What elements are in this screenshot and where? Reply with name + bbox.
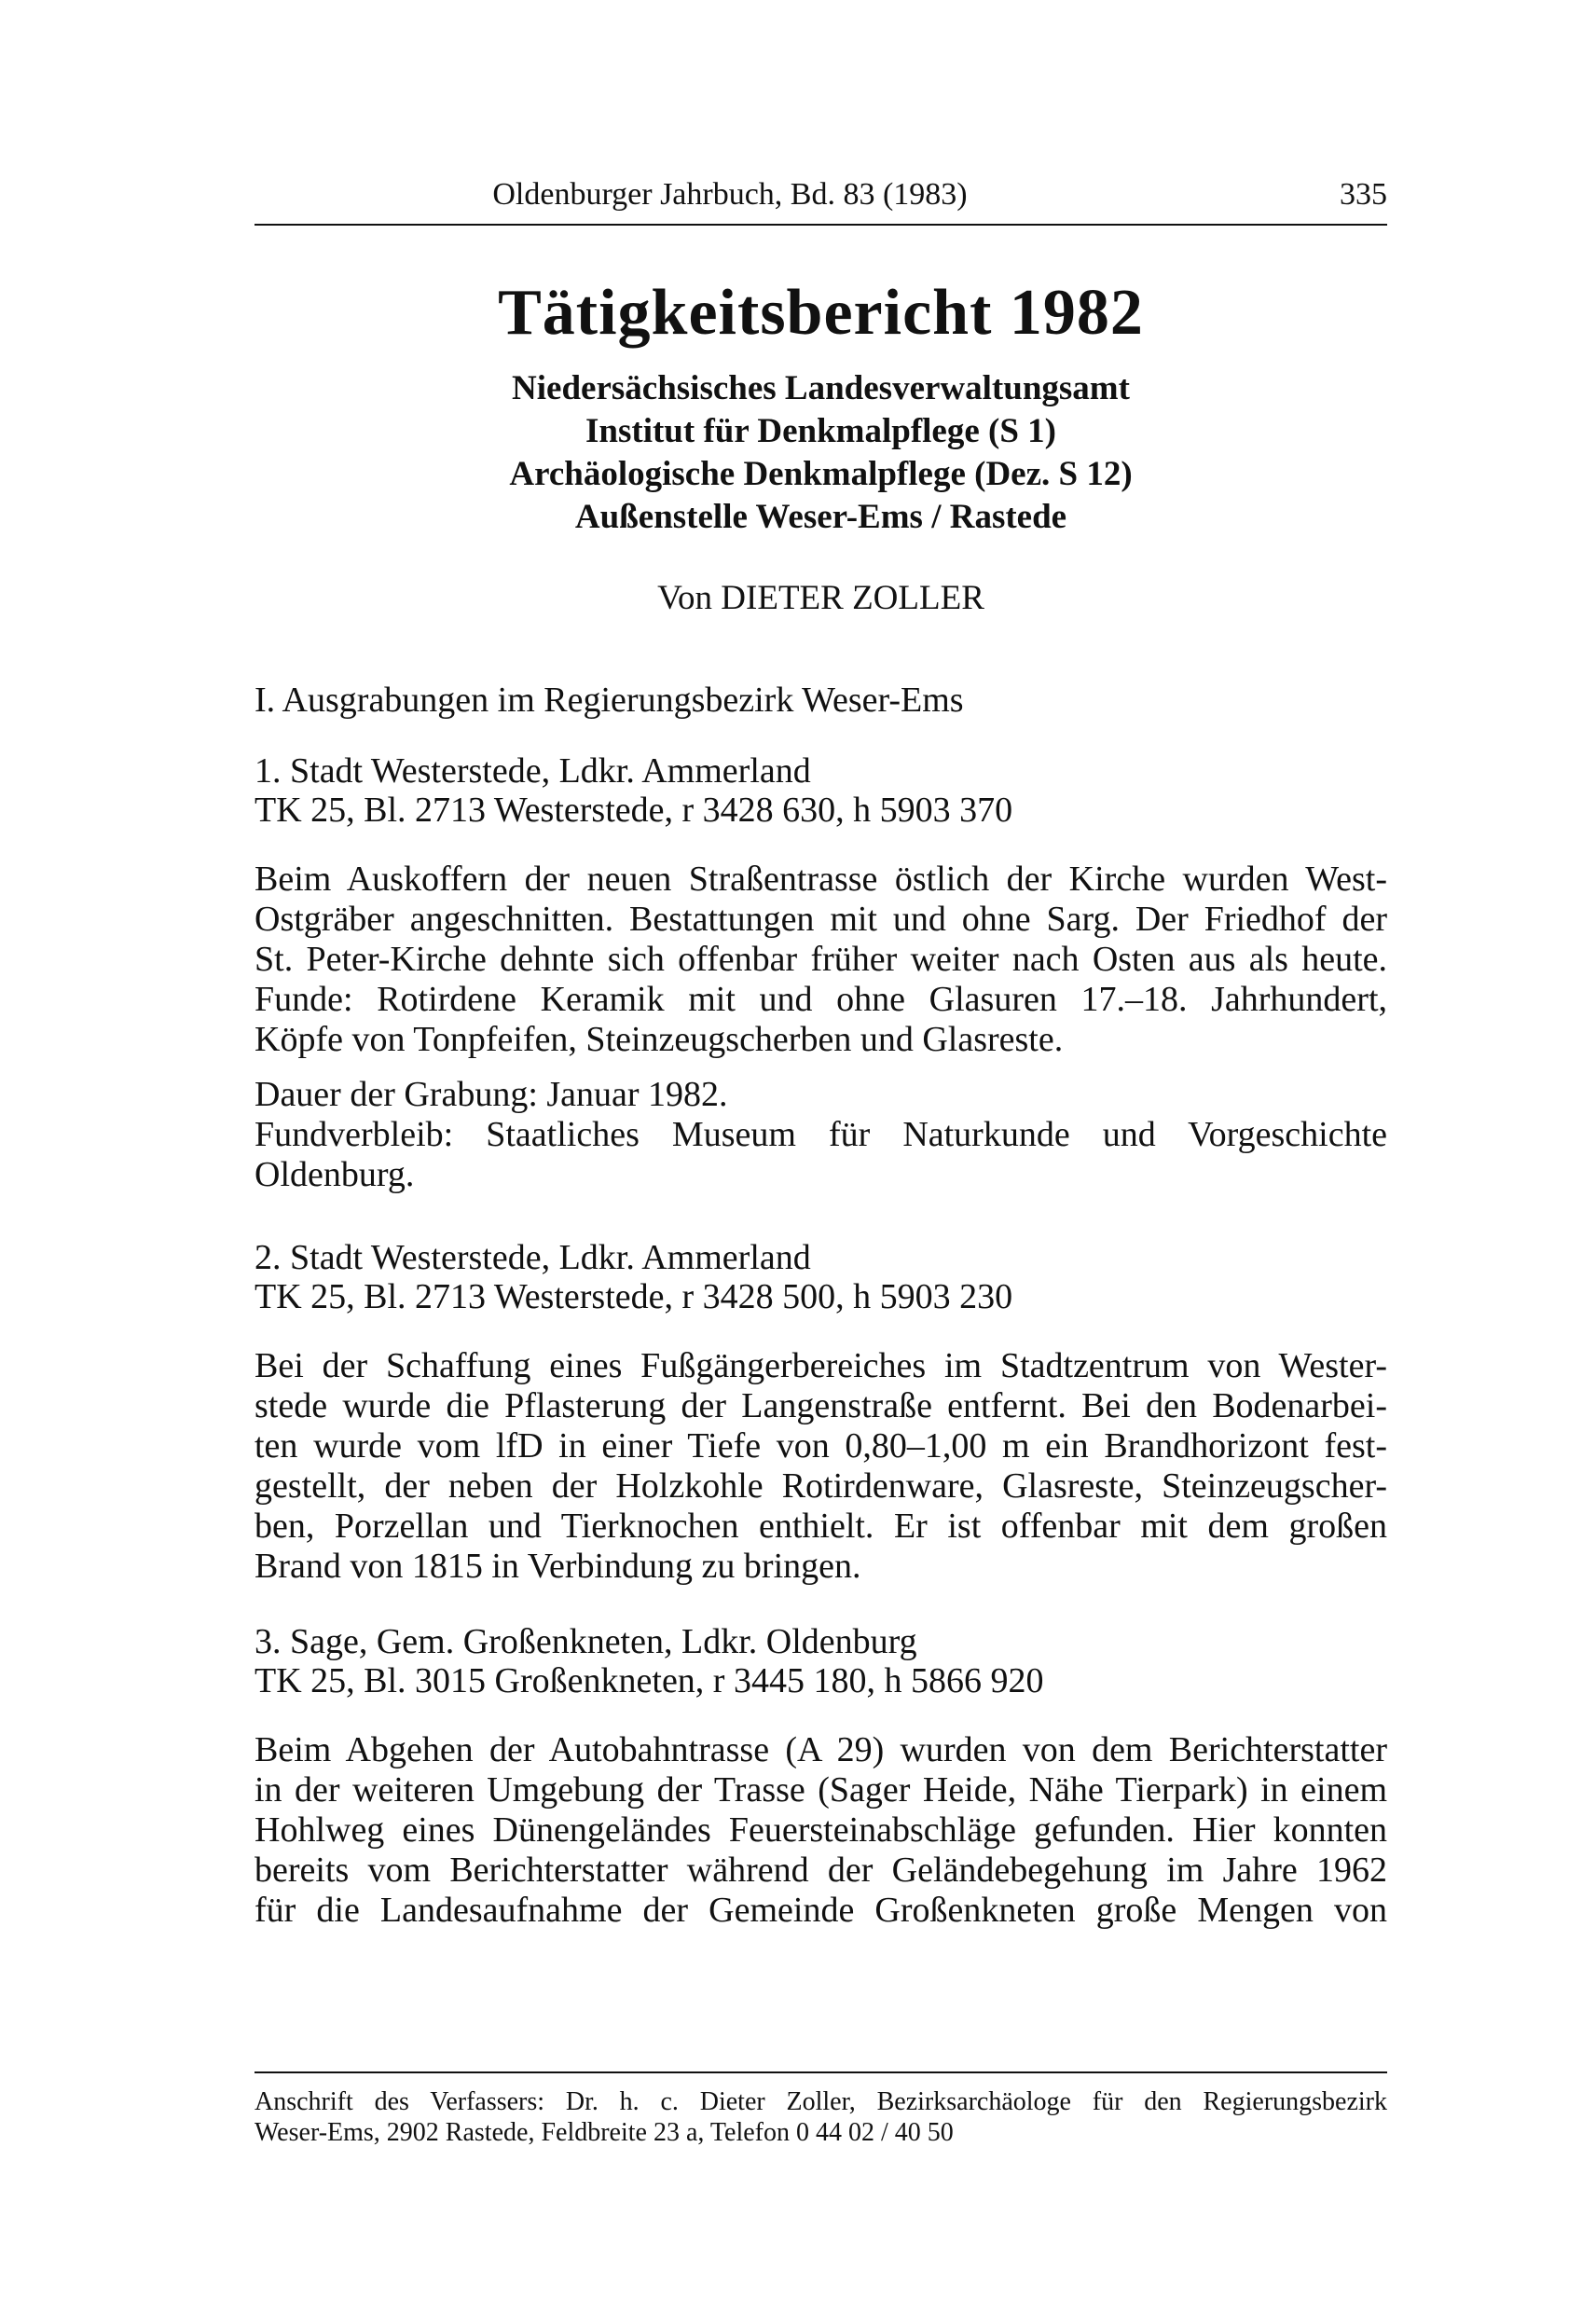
page-number: 335 [1340, 177, 1387, 212]
entry-heading-block [255, 751, 1387, 830]
find-whereabouts: Fundverbleib: Staatliches Museum für Naturkunde und Vorgeschichte [255, 1115, 1387, 1154]
excavation-duration: Dauer der Grabung: Januar 1982. [255, 1075, 728, 1114]
journal-title: Oldenburger Jahrbuch, Bd. 83 (1983) [492, 177, 968, 212]
entry-heading: 2. Stadt Westerstede, Ldkr. Ammerland [255, 1238, 811, 1277]
map-reference: TK 25, Bl. 2713 Westerstede, r 3428 500, h 5903 230 [255, 1277, 1013, 1316]
footnote-line: Weser-Ems, 2902 Rastede, Feldbreite 23 a, Telefon 0 44 02 / 40 50 [255, 2118, 954, 2147]
body-line: Beim Abgehen der Autobahntrasse (A 29) wurden von dem Berichterstatter [255, 1730, 1387, 1769]
body-line: bereits vom Berichterstatter während der Geländebegehung im Jahre 1962 [255, 1851, 1387, 1890]
entry-body [255, 1730, 1387, 1931]
running-head [255, 173, 1387, 216]
find-whereabouts: Oldenburg. [255, 1155, 415, 1194]
entry-heading: 3. Sage, Gem. Großenkneten, Ldkr. Oldenburg [255, 1622, 917, 1661]
body-line: für die Landesaufnahme der Gemeinde Großenkneten große Mengen von [255, 1891, 1387, 1930]
header-rule [255, 224, 1387, 226]
document-page [255, 0, 1387, 2312]
footnote-rule [255, 2071, 1387, 2073]
body-line: gestellt, der neben der Holzkohle Rotirdenware, Glasreste, Steinzeugscher- [255, 1466, 1387, 1506]
title-block [255, 272, 1387, 621]
body-line: St. Peter-Kirche dehnte sich offenbar früher weiter nach Osten aus als heute. [255, 940, 1387, 979]
entry-1 [255, 751, 1387, 1195]
map-reference: TK 25, Bl. 3015 Großenkneten, r 3445 180, h 5866 920 [255, 1661, 1044, 1700]
body-line: Hohlweg eines Dünengeländes Feuersteinabschläge gefunden. Hier konnten [255, 1810, 1387, 1850]
institution-line: Archäologische Denkmalpflege (Dez. S 12) [509, 455, 1133, 493]
entry-2 [255, 1238, 1387, 1587]
entry-3 [255, 1622, 1387, 1931]
entry-heading-block [255, 1238, 1387, 1316]
body-line: Beim Auskoffern der neuen Straßentrasse östlich der Kirche wurden West- [255, 860, 1387, 899]
body-line: stede wurde die Pflasterung der Langenstraße entfernt. Bei den Bodenarbei- [255, 1386, 1387, 1425]
body-line: ten wurde vom lfD in einer Tiefe von 0,80–1,00 m ein Brandhorizont fest- [255, 1426, 1387, 1466]
body-line: ben, Porzellan und Tierknochen enthielt. Er ist offenbar mit dem großen [255, 1507, 1387, 1546]
body-line: Brand von 1815 in Verbindung zu bringen. [255, 1547, 861, 1586]
institution-line: Institut für Denkmalpflege (S 1) [585, 412, 1056, 450]
institution-line: Niedersächsisches Landesverwaltungsamt [512, 369, 1130, 407]
institution-line: Außenstelle Weser-Ems / Rastede [574, 498, 1067, 536]
footnote-line: Anschrift des Verfassers: Dr. h. c. Dieter Zoller, Bezirksarchäologe für den Regierungsbezirk [255, 2087, 1387, 2116]
entry-heading-block [255, 1622, 1387, 1700]
body-line: Bei der Schaffung eines Fußgängerbereiches im Stadtzentrum von Wester- [255, 1346, 1387, 1385]
body-line: Ostgräber angeschnitten. Bestattungen mit und ohne Sarg. Der Friedhof der [255, 900, 1387, 939]
author-address-footnote [255, 2086, 1387, 2148]
body-line: Köpfe von Tonpfeifen, Steinzeugscherben und Glasreste. [255, 1020, 1064, 1059]
entry-body [255, 1346, 1387, 1587]
body-line: Funde: Rotirdene Keramik mit und ohne Glasuren 17.–18. Jahrhundert, [255, 980, 1387, 1019]
entry-notes [255, 1075, 1387, 1195]
body-line: in der weiteren Umgebung der Trasse (Sager Heide, Nähe Tierpark) in einem [255, 1770, 1387, 1810]
entry-body [255, 860, 1387, 1060]
author-byline: Von DIETER ZOLLER [657, 579, 984, 617]
page-title: Tätigkeitsbericht 1982 [498, 277, 1144, 349]
institution-block [255, 367, 1387, 539]
map-reference: TK 25, Bl. 2713 Westerstede, r 3428 630, h 5903 370 [255, 791, 1013, 830]
entry-heading: 1. Stadt Westerstede, Ldkr. Ammerland [255, 751, 811, 791]
section-heading: I. Ausgrabungen im Regierungsbezirk Weser-Ems [255, 681, 964, 720]
